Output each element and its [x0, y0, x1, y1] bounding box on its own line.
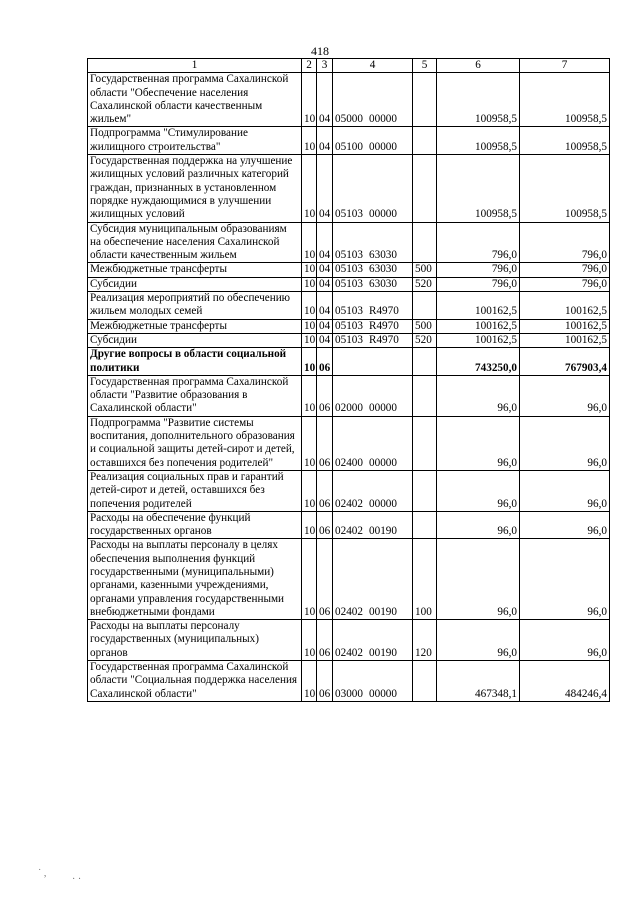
- section-code-cell: 10: [302, 620, 317, 661]
- subsection-code-cell: 04: [317, 155, 333, 222]
- expense-type-cell: 500: [413, 319, 437, 333]
- direction-code: 00000: [369, 140, 397, 153]
- table-row: [88, 620, 610, 661]
- target-article-cell: [333, 277, 413, 291]
- row-name-cell: Межбюджетные трансферты: [88, 263, 302, 277]
- subsection-code-cell: 06: [317, 470, 333, 511]
- expense-type-cell: 120: [413, 620, 437, 661]
- amount-2021-cell: 100162,5: [520, 292, 610, 320]
- target-article-cell: [333, 292, 413, 320]
- header-cell: 6: [437, 59, 520, 73]
- expense-type-cell: [413, 222, 437, 263]
- section-code-cell: 10: [302, 319, 317, 333]
- header-cell: 4: [333, 59, 413, 73]
- subsection-code-cell: 06: [317, 375, 333, 416]
- direction-code: 00000: [369, 402, 397, 415]
- target-article-cell: [333, 155, 413, 222]
- amount-2020-cell: 796,0: [437, 277, 520, 291]
- target-article-cell: [333, 319, 413, 333]
- subsection-code-cell: 06: [317, 416, 333, 470]
- direction-code: 00000: [369, 113, 397, 126]
- direction-code: 00000: [369, 497, 397, 510]
- subsection-code-cell: 04: [317, 263, 333, 277]
- table-row: [88, 661, 610, 702]
- row-name-cell: Реализация мероприятий по обеспечению жильем молодых семей: [88, 292, 302, 320]
- section-code-cell: 10: [302, 73, 317, 127]
- header-cell: 5: [413, 59, 437, 73]
- amount-2020-cell: 96,0: [437, 511, 520, 539]
- row-name-cell: Другие вопросы в области социальной политики: [88, 348, 302, 376]
- section-code-cell: 10: [302, 127, 317, 155]
- section-code-cell: 10: [302, 292, 317, 320]
- table-row: [88, 277, 610, 291]
- program-code: 05103: [335, 263, 363, 276]
- expense-type-cell: [413, 661, 437, 702]
- program-code: 05103: [335, 319, 363, 332]
- scan-artifact: · ·: [72, 874, 82, 885]
- direction-code: R4970: [369, 333, 399, 346]
- program-code: 05000: [335, 113, 363, 126]
- expense-type-cell: [413, 348, 437, 376]
- program-code: 02402: [335, 525, 363, 538]
- table-row: [88, 416, 610, 470]
- direction-code: 00190: [369, 605, 397, 618]
- amount-2021-cell: 100162,5: [520, 333, 610, 347]
- expense-type-cell: [413, 73, 437, 127]
- subsection-code-cell: 04: [317, 292, 333, 320]
- program-code: 05103: [335, 208, 363, 221]
- budget-table: [87, 58, 610, 702]
- table-row: [88, 348, 610, 376]
- amount-2021-cell: 796,0: [520, 263, 610, 277]
- table-row: [88, 375, 610, 416]
- amount-2020-cell: 96,0: [437, 620, 520, 661]
- direction-code: 00190: [369, 525, 397, 538]
- amount-2020-cell: 100162,5: [437, 292, 520, 320]
- amount-2021-cell: 96,0: [520, 416, 610, 470]
- amount-2021-cell: 96,0: [520, 375, 610, 416]
- direction-code: 00000: [369, 456, 397, 469]
- table-row: [88, 155, 610, 222]
- row-name-cell: Реализация социальных прав и гарантий детей-сирот и детей, оставшихся без попечения родителей: [88, 470, 302, 511]
- amount-2020-cell: 100958,5: [437, 73, 520, 127]
- header-cell: 2: [302, 59, 317, 73]
- table-row: [88, 470, 610, 511]
- target-article-cell: [333, 375, 413, 416]
- table-row: [88, 539, 610, 620]
- amount-2021-cell: 96,0: [520, 539, 610, 620]
- section-code-cell: 10: [302, 511, 317, 539]
- amount-2021-cell: 796,0: [520, 277, 610, 291]
- subsection-code-cell: 06: [317, 539, 333, 620]
- target-article-cell: [333, 263, 413, 277]
- direction-code: 63030: [369, 249, 397, 262]
- expense-type-cell: 500: [413, 263, 437, 277]
- row-name-cell: Государственная программа Сахалинской области "Социальная поддержка населения Сахалинской области": [88, 661, 302, 702]
- amount-2021-cell: 96,0: [520, 470, 610, 511]
- table-row: [88, 333, 610, 347]
- amount-2021-cell: 796,0: [520, 222, 610, 263]
- expense-type-cell: [413, 155, 437, 222]
- table-header-row: [88, 59, 610, 73]
- target-article-cell: [333, 470, 413, 511]
- header-cell: 7: [520, 59, 610, 73]
- program-code: 05100: [335, 140, 363, 153]
- table-row: [88, 319, 610, 333]
- header-cell: 3: [317, 59, 333, 73]
- row-name-cell: Государственная программа Сахалинской области "Развитие образования в Сахалинской области": [88, 375, 302, 416]
- expense-type-cell: 100: [413, 539, 437, 620]
- expense-type-cell: 520: [413, 333, 437, 347]
- row-name-cell: Расходы на выплаты персоналу в целях обеспечения выполнения функций государственными (муниципальными) органами, казенными учреждениями, органами управления государственными внебюджетными фондами: [88, 539, 302, 620]
- subsection-code-cell: 06: [317, 511, 333, 539]
- expense-type-cell: [413, 127, 437, 155]
- program-code: 02402: [335, 646, 363, 659]
- program-code: 05103: [335, 333, 363, 346]
- amount-2021-cell: 100958,5: [520, 127, 610, 155]
- subsection-code-cell: 04: [317, 222, 333, 263]
- target-article-cell: [333, 222, 413, 263]
- amount-2021-cell: 96,0: [520, 620, 610, 661]
- target-article-cell: [333, 620, 413, 661]
- amount-2021-cell: 484246,4: [520, 661, 610, 702]
- target-article-cell: [333, 511, 413, 539]
- section-code-cell: 10: [302, 539, 317, 620]
- table-row: [88, 292, 610, 320]
- table-row: [88, 222, 610, 263]
- program-code: 05103: [335, 249, 363, 262]
- target-article-cell: [333, 73, 413, 127]
- direction-code: 63030: [369, 263, 397, 276]
- amount-2021-cell: 767903,4: [520, 348, 610, 376]
- amount-2020-cell: 100162,5: [437, 333, 520, 347]
- scan-artifact: ˙ ,: [38, 868, 47, 879]
- target-article-cell: [333, 333, 413, 347]
- section-code-cell: 10: [302, 263, 317, 277]
- amount-2020-cell: 100162,5: [437, 319, 520, 333]
- section-code-cell: 10: [302, 277, 317, 291]
- program-code: 05103: [335, 305, 363, 318]
- section-code-cell: 10: [302, 348, 317, 376]
- direction-code: 00000: [369, 208, 397, 221]
- subsection-code-cell: 06: [317, 661, 333, 702]
- row-name-cell: Субсидия муниципальным образованиям на обеспечение населения Сахалинской области качественным жильем: [88, 222, 302, 263]
- amount-2021-cell: 100958,5: [520, 155, 610, 222]
- table-row: [88, 73, 610, 127]
- amount-2020-cell: 100958,5: [437, 127, 520, 155]
- row-name-cell: Государственная программа Сахалинской области "Обеспечение населения Сахалинской области качественным жильем": [88, 73, 302, 127]
- row-name-cell: Межбюджетные трансферты: [88, 319, 302, 333]
- expense-type-cell: [413, 375, 437, 416]
- subsection-code-cell: 04: [317, 73, 333, 127]
- row-name-cell: Подпрограмма "Развитие системы воспитания, дополнительного образования и социальной защиты детей-сирот и детей, оставшихся без попечения родителей": [88, 416, 302, 470]
- amount-2020-cell: 96,0: [437, 375, 520, 416]
- section-code-cell: 10: [302, 470, 317, 511]
- amount-2020-cell: 796,0: [437, 222, 520, 263]
- header-cell: 1: [88, 59, 302, 73]
- expense-type-cell: 520: [413, 277, 437, 291]
- row-name-cell: Расходы на выплаты персоналу государственных (муниципальных) органов: [88, 620, 302, 661]
- page-number: 418: [311, 44, 329, 58]
- subsection-code-cell: 04: [317, 319, 333, 333]
- direction-code: 63030: [369, 277, 397, 290]
- subsection-code-cell: 06: [317, 348, 333, 376]
- amount-2020-cell: 96,0: [437, 416, 520, 470]
- target-article-cell: [333, 348, 413, 376]
- target-article-cell: [333, 661, 413, 702]
- expense-type-cell: [413, 292, 437, 320]
- direction-code: R4970: [369, 305, 399, 318]
- subsection-code-cell: 04: [317, 127, 333, 155]
- expense-type-cell: [413, 416, 437, 470]
- section-code-cell: 10: [302, 333, 317, 347]
- target-article-cell: [333, 416, 413, 470]
- direction-code: R4970: [369, 319, 399, 332]
- table-row: [88, 511, 610, 539]
- subsection-code-cell: 06: [317, 620, 333, 661]
- amount-2020-cell: 743250,0: [437, 348, 520, 376]
- subsection-code-cell: 04: [317, 277, 333, 291]
- amount-2021-cell: 96,0: [520, 511, 610, 539]
- program-code: 02400: [335, 456, 363, 469]
- target-article-cell: [333, 127, 413, 155]
- section-code-cell: 10: [302, 222, 317, 263]
- row-name-cell: Государственная поддержка на улучшение жилищных условий различных категорий граждан, признанных в установленном порядке нуждающимися в улучшении жилищных условий: [88, 155, 302, 222]
- amount-2020-cell: 796,0: [437, 263, 520, 277]
- row-name-cell: Субсидии: [88, 333, 302, 347]
- subsection-code-cell: 04: [317, 333, 333, 347]
- program-code: 03000: [335, 687, 363, 700]
- amount-2021-cell: 100162,5: [520, 319, 610, 333]
- section-code-cell: 10: [302, 155, 317, 222]
- program-code: 02402: [335, 605, 363, 618]
- amount-2020-cell: 467348,1: [437, 661, 520, 702]
- program-code: 05103: [335, 277, 363, 290]
- direction-code: 00190: [369, 646, 397, 659]
- amount-2020-cell: 100958,5: [437, 155, 520, 222]
- expense-type-cell: [413, 470, 437, 511]
- section-code-cell: 10: [302, 375, 317, 416]
- direction-code: 00000: [369, 687, 397, 700]
- target-article-cell: [333, 539, 413, 620]
- table-row: [88, 263, 610, 277]
- program-code: 02402: [335, 497, 363, 510]
- table-row: [88, 127, 610, 155]
- row-name-cell: Расходы на обеспечение функций государственных органов: [88, 511, 302, 539]
- amount-2020-cell: 96,0: [437, 470, 520, 511]
- row-name-cell: Подпрограмма "Стимулирование жилищного строительства": [88, 127, 302, 155]
- expense-type-cell: [413, 511, 437, 539]
- row-name-cell: Субсидии: [88, 277, 302, 291]
- section-code-cell: 10: [302, 416, 317, 470]
- amount-2021-cell: 100958,5: [520, 73, 610, 127]
- program-code: 02000: [335, 402, 363, 415]
- amount-2020-cell: 96,0: [437, 539, 520, 620]
- section-code-cell: 10: [302, 661, 317, 702]
